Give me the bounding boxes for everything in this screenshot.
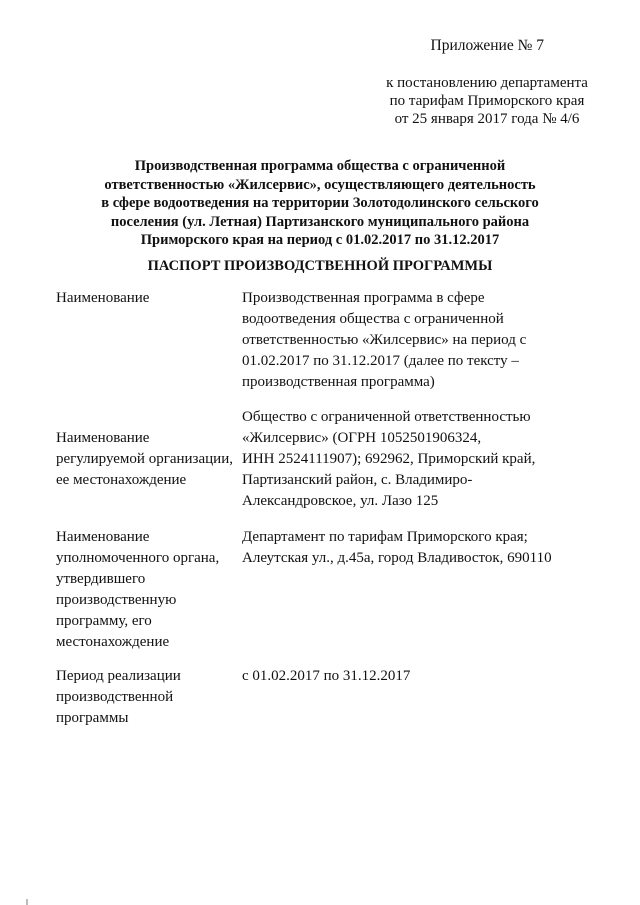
value-line: Производственная программа в сфере — [242, 290, 485, 306]
title-line: ответственностью «Жилсервис», осуществляющего деятельность — [104, 176, 536, 193]
value-line: Департамент по тарифам Приморского края; — [242, 529, 528, 545]
value-line: с 01.02.2017 по 31.12.2017 — [242, 668, 411, 684]
title-line: поселения (ул. Летная) Партизанского муниципального района — [110, 213, 530, 230]
value-line: ИНН 2524111907); 692962, Приморский край, — [242, 451, 536, 467]
label-line: программы — [56, 710, 129, 726]
label-line: Наименование — [56, 290, 150, 306]
value-line: ответственностью «Жилсервис» на период с — [242, 332, 527, 348]
document-title — [60, 157, 580, 250]
label-line: производственную — [56, 592, 177, 608]
label-line: Период реализации — [56, 668, 181, 684]
row-value-authority — [242, 527, 602, 569]
row-value-period — [242, 666, 602, 687]
label-line: Наименование — [56, 529, 150, 545]
appendix-number: Приложение № 7 — [430, 37, 544, 54]
label-line: Наименование — [56, 430, 150, 446]
resolution-line: к постановлению департамента — [386, 75, 588, 91]
label-line: местонахождение — [56, 634, 170, 650]
resolution-line: по тарифам Приморского края — [389, 93, 585, 109]
label-line: регулируемой организации, — [56, 451, 233, 467]
row-label-name — [56, 288, 236, 309]
row-value-organization — [242, 407, 602, 512]
value-line: Партизанский район, с. Владимиро- — [242, 472, 473, 488]
value-line: производственная программа) — [242, 374, 435, 390]
passport-heading: ПАСПОРТ ПРОИЗВОДСТВЕННОЙ ПРОГРАММЫ — [147, 258, 493, 274]
label-line: уполномоченного органа, — [56, 550, 220, 566]
scan-edge-mark — [26, 899, 28, 905]
label-line: производственной — [56, 689, 174, 705]
row-label-period — [56, 666, 236, 729]
value-line: «Жилсервис» (ОГРН 1052501906324, — [242, 430, 482, 446]
value-line: Александровское, ул. Лазо 125 — [242, 493, 439, 509]
value-line: водоотведения общества с ограниченной — [242, 311, 504, 327]
value-line: 01.02.2017 по 31.12.2017 (далее по тексту – — [242, 353, 519, 369]
label-line: утвердившего — [56, 571, 146, 587]
row-label-authority — [56, 527, 236, 653]
row-label-organization — [56, 428, 236, 491]
row-value-name — [242, 288, 602, 393]
value-line: Общество с ограниченной ответственностью — [242, 409, 531, 425]
resolution-reference — [372, 74, 602, 128]
label-line: программу, его — [56, 613, 152, 629]
label-line: ее местонахождение — [56, 472, 187, 488]
title-line: Приморского края на период с 01.02.2017 по 31.12.2017 — [140, 232, 500, 248]
resolution-line: от 25 января 2017 года № 4/6 — [394, 111, 580, 127]
value-line: Алеутская ул., д.45а, город Владивосток, 690110 — [242, 550, 552, 566]
title-line: Производственная программа общества с ограниченной — [134, 158, 506, 174]
title-line: в сфере водоотведения на территории Золотодолинского сельского — [101, 195, 539, 211]
